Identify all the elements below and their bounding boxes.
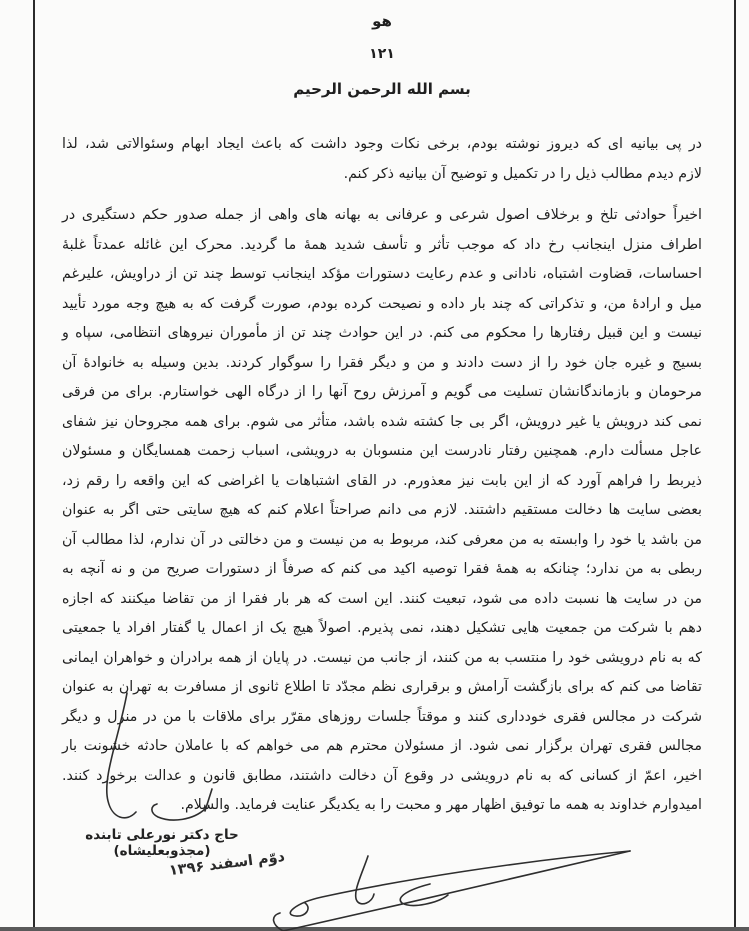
text-line: میل و ارادهٔ من، و تذکراتی که چند بار داده و نصیحت کرده بودم، صورت گرفت که به هیچ وجه مورد تأیید [62,295,702,312]
paragraph-intro [62,130,702,189]
text-line: بعضی سایت ها دخالت مستقیم داشتند. لازم می دانم صراحتاً اعلام کنم که هیچ سایتی حتی اگر به عنوان [62,502,702,518]
text-line: عاجل مسألت دارم. همچنین رفتار نادرست این منسوبان به درویشی، اسباب زحمت همسایگان و مسئولان [62,443,702,459]
signature-date: دوّم اسفند ۱۳۹۶ [168,848,286,880]
signatory-name: حاج دکتر نورعلی تابنده (مجذوبعلیشاه) [85,827,239,859]
text-line: مرحومان و بازماندگانشان تسلیت می گویم و آمرزش روح آنها را از درگاه الهی خواستارم. برای من فرقی [62,384,702,400]
text-line: بسیج و غیره جان خود را از دست دادند و من و دیگر فقرا را سوگوار کردند. بدین وسیله به خانوادهٔ آن [62,354,702,371]
invocation-text: هو [372,12,392,30]
text-line: من در سایت ها نسبت داده می شود، تبعیت کنند. این است که هر بار فقرا از من تقاضا میکنند که اجازه [62,590,702,607]
text-line: شرکت در مجالس فقری خودداری کنند و موقتاً جلسات روزهای مقرّر برای ملاقات با من در منزل و دیگر [62,708,702,725]
text-line: که به نام درویشی خود را منتسب به من کنند، از جانب من نیست. در پایان از همه برادران و خواهران ایمانی [62,649,702,666]
text-line: دهم با شرکت من جمعیت هایی تشکیل دهند، نمی پذیرم. اصولاً هیچ یک از اعمال یا گفتار افراد یا جمعیتی [62,620,702,636]
text-line: لازم دیدم مطالب ذیل را در تکمیل و توضیح آن بیانیه ذکر کنم. [343,165,702,182]
text-line: مجالس فقری تهران برگزار نمی شود. از مسئولان محترم هم می خواهم که با عاملان حادثه خشونت بار [62,738,702,754]
text-line: ربطی به من ندارد؛ چنانکه به همهٔ فقرا توصیه اکید می کنم که صرفاً از دستورات صریح من و نه آنچه به [62,561,702,577]
text-line: نمی کند درویش یا غیر درویش، اگر بی جا کشته شده باشد، متأثر می شوم. برای همه مجروحان نیز شفای [62,413,702,430]
page-number: ۱۲۱ [369,46,395,62]
text-line: اخیراً حوادثی تلخ و برخلاف اصول شرعی و عرفانی به بهانه های واهی از جمله صدور حکم دستگیری در [62,207,702,223]
signature-inner-squiggle [400,884,448,905]
scan-edge-bottom [0,927,749,931]
scan-border-left [33,0,35,931]
basmala-text: بسم الله الرحمن الرحیم [293,80,471,98]
text-line: نیست و این قبیل رفتارها را محکوم می کنم. در این حوادث چند تن از مأموران نیروهای انتظامی، سپاه و [62,325,702,341]
signature-swoosh-lower [283,851,630,931]
text-line: اطراف منزل اینجانب رخ داد که موجب تأثر و تأسف شدید همهٔ ما گردید. محرک این غائله عمدتاً غلبهٔ [62,236,702,253]
text-line: من باشد یا خود را وابسته به من معرفی کند، مربوط به من نیست و من دخالتی در آن ندارم، لذا مطالب آن [62,531,702,548]
signature-swoosh-upper [290,851,630,916]
text-line: ذیربط را فراهم آورد که از این بابت نیز معذورم. در القای اشتباهات یا اغراضی که این واقعه را رقم زد، [62,472,702,489]
letter-body [62,130,702,821]
scan-border-right [734,0,736,931]
text-line: در پی بیانیه ای که دیروز نوشته بودم، برخی نکات وجود داشت که باعث ایجاد ابهام وسئوالاتی شد، لذا [62,136,702,152]
paragraph-main [62,201,702,821]
text-line: اخیر، اعمّ از کسانی که به نام درویشی در وقوع آن دخالت داشتند، مطابق قانون و عدالت برخورد کنند. [62,767,702,784]
signature-vertical-hook [356,856,374,904]
text-line: احساسات، قضاوت اشتباه، نادانی و عدم رعایت دستورات مؤکد اینجانب توسط چند تن از دراویش، علیرغم [62,266,702,282]
text-line: تقاضا می کنم که برای بازگشت آرامش و برقراری نظم مجدّد تا اطلاع ثانوی از مسافرت به تهران به عنوان [62,679,702,695]
text-line: امیدوارم خداوند به همه ما توفیق اظهار مهر و محبت را به یکدیگر عنایت فرماید. والسلام. [180,797,702,813]
